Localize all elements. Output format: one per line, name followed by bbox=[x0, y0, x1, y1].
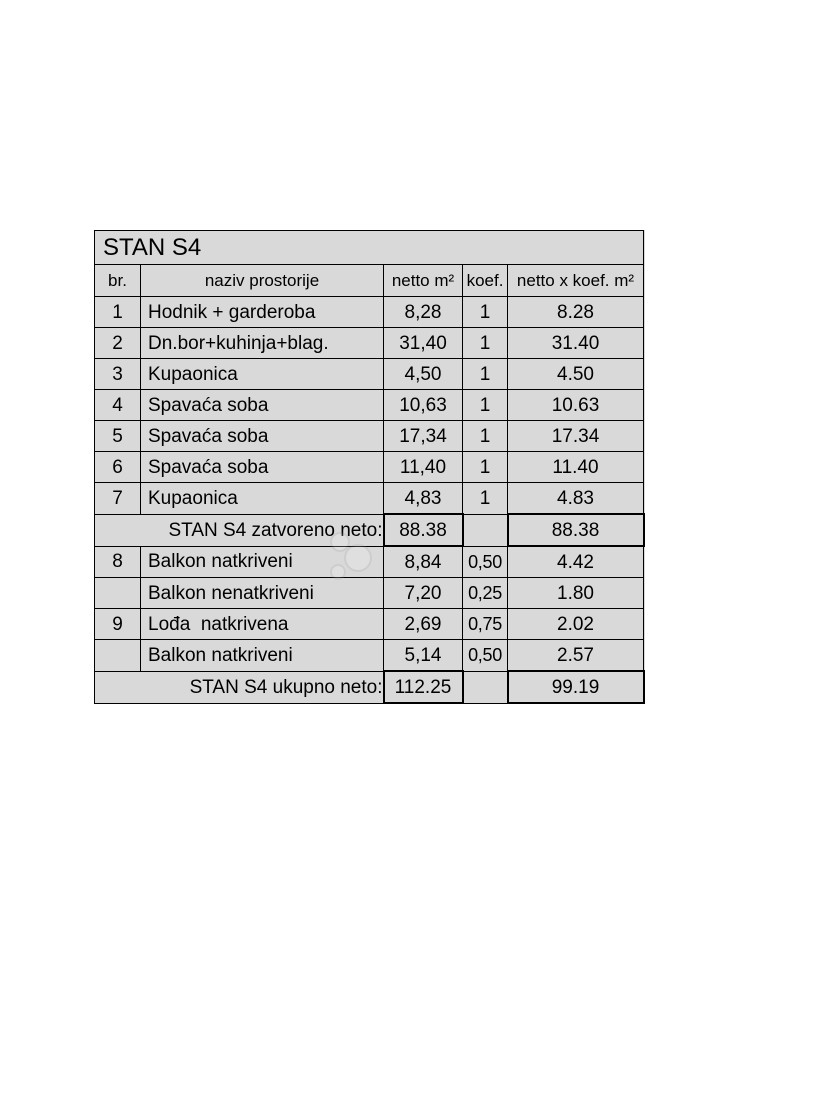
row-net-coef: 4.50 bbox=[508, 359, 644, 390]
row-net-coef: 8.28 bbox=[508, 297, 644, 328]
row-coef: 0,50 bbox=[463, 640, 508, 672]
header-name: naziv prostorije bbox=[141, 265, 384, 297]
row-net: 10,63 bbox=[384, 390, 463, 421]
row-name: Spavaća soba bbox=[141, 421, 384, 452]
row-net: 5,14 bbox=[384, 640, 463, 672]
table-row bbox=[95, 640, 644, 672]
row-net-coef: 10.63 bbox=[508, 390, 644, 421]
row-net-coef: 11.40 bbox=[508, 452, 644, 483]
closed-total-net-coef: 88.38 bbox=[508, 514, 644, 546]
row-coef: 1 bbox=[463, 359, 508, 390]
row-name: Hodnik + garderoba bbox=[141, 297, 384, 328]
row-net-coef: 1.80 bbox=[508, 578, 644, 609]
table-row bbox=[95, 359, 644, 390]
row-name: Dn.bor+kuhinja+blag. bbox=[141, 328, 384, 359]
row-net: 31,40 bbox=[384, 328, 463, 359]
row-net: 17,34 bbox=[384, 421, 463, 452]
row-net: 2,69 bbox=[384, 609, 463, 640]
row-net-coef: 2.57 bbox=[508, 640, 644, 672]
row-coef: 0,50 bbox=[463, 546, 508, 578]
row-net-coef: 4.42 bbox=[508, 546, 644, 578]
closed-total-label: STAN S4 zatvoreno neto: bbox=[95, 514, 384, 546]
row-net-coef: 2.02 bbox=[508, 609, 644, 640]
row-coef: 1 bbox=[463, 452, 508, 483]
row-name: Kupaonica bbox=[141, 483, 384, 515]
row-name: Lođa natkrivena bbox=[141, 609, 384, 640]
row-no: 7 bbox=[95, 483, 141, 515]
table-row bbox=[95, 297, 644, 328]
row-name: Spavaća soba bbox=[141, 390, 384, 421]
row-no: 6 bbox=[95, 452, 141, 483]
row-no: 4 bbox=[95, 390, 141, 421]
grand-total-label: STAN S4 ukupno neto: bbox=[95, 671, 384, 703]
row-coef: 0,25 bbox=[463, 578, 508, 609]
table-row bbox=[95, 578, 644, 609]
row-no: 1 bbox=[95, 297, 141, 328]
row-coef: 1 bbox=[463, 483, 508, 515]
row-coef: 1 bbox=[463, 421, 508, 452]
row-net: 7,20 bbox=[384, 578, 463, 609]
row-no: 5 bbox=[95, 421, 141, 452]
header-row bbox=[95, 265, 644, 297]
grand-total-net: 112.25 bbox=[384, 671, 463, 703]
row-name: Spavaća soba bbox=[141, 452, 384, 483]
row-net: 11,40 bbox=[384, 452, 463, 483]
grand-total-row bbox=[95, 671, 644, 703]
row-name: Balkon nenatkriveni bbox=[141, 578, 384, 609]
row-net: 8,28 bbox=[384, 297, 463, 328]
table-title: STAN S4 bbox=[95, 231, 644, 265]
table-row bbox=[95, 609, 644, 640]
row-net-coef: 4.83 bbox=[508, 483, 644, 515]
row-net: 8,84 bbox=[384, 546, 463, 578]
row-name: Kupaonica bbox=[141, 359, 384, 390]
row-no: 2 bbox=[95, 328, 141, 359]
row-name: Balkon natkriveni bbox=[141, 640, 384, 672]
row-net-coef: 31.40 bbox=[508, 328, 644, 359]
row-coef: 1 bbox=[463, 297, 508, 328]
row-no: 3 bbox=[95, 359, 141, 390]
table-row bbox=[95, 390, 644, 421]
header-no: br. bbox=[95, 265, 141, 297]
row-coef: 1 bbox=[463, 390, 508, 421]
row-net-coef: 17.34 bbox=[508, 421, 644, 452]
table-row bbox=[95, 421, 644, 452]
grand-total-net-coef: 99.19 bbox=[508, 671, 644, 703]
table-row bbox=[95, 546, 644, 578]
table-row bbox=[95, 483, 644, 515]
table-row bbox=[95, 328, 644, 359]
header-net-coef: netto x koef. m² bbox=[508, 265, 644, 297]
closed-total-row bbox=[95, 514, 644, 546]
row-no bbox=[95, 640, 141, 672]
row-coef: 1 bbox=[463, 328, 508, 359]
row-no: 8 bbox=[95, 546, 141, 578]
table-row bbox=[95, 452, 644, 483]
row-net: 4,83 bbox=[384, 483, 463, 515]
row-net: 4,50 bbox=[384, 359, 463, 390]
grand-total-coef bbox=[463, 671, 508, 703]
header-coef: koef. bbox=[463, 265, 508, 297]
row-no bbox=[95, 578, 141, 609]
area-table bbox=[94, 230, 645, 704]
closed-total-coef-empty bbox=[463, 514, 508, 546]
header-net: netto m² bbox=[384, 265, 463, 297]
row-name: Balkon natkriveni bbox=[141, 546, 384, 578]
title-row bbox=[95, 231, 644, 265]
row-coef: 0,75 bbox=[463, 609, 508, 640]
row-no: 9 bbox=[95, 609, 141, 640]
closed-total-net: 88.38 bbox=[384, 514, 463, 546]
